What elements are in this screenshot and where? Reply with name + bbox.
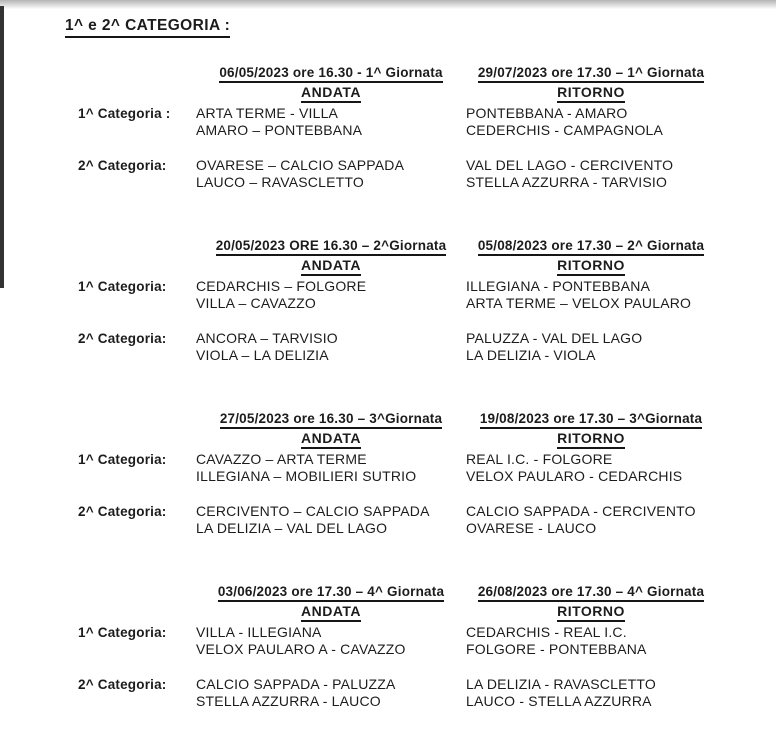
leg-label-andata: ANDATA bbox=[301, 430, 361, 449]
matchday-header-ritorno: 19/08/2023 ore 17.30 – 3^Giornata bbox=[480, 411, 702, 429]
category-1-label: 1^ Categoria: bbox=[78, 452, 167, 467]
page-title: 1^ e 2^ CATEGORIA : bbox=[65, 17, 230, 38]
category-2-label: 2^ Categoria: bbox=[78, 504, 167, 519]
match-line: REAL I.C. - FOLGORE bbox=[466, 451, 613, 467]
match-line: CERCIVENTO – CALCIO SAPPADA bbox=[196, 503, 430, 519]
matchday-header-andata: 20/05/2023 ORE 16.30 – 2^Giornata bbox=[216, 238, 447, 256]
matchday-header-andata: 27/05/2023 ore 16.30 – 3^Giornata bbox=[220, 411, 442, 429]
match-line: CAVAZZO – ARTA TERME bbox=[196, 451, 367, 467]
match-line: STELLA AZZURRA - TARVISIO bbox=[466, 174, 668, 190]
match-line: LAUCO – RAVASCLETTO bbox=[196, 174, 364, 190]
matchday-header-andata: 03/06/2023 ore 17.30 – 4^ Giornata bbox=[218, 584, 444, 602]
match-line: CEDARCHIS – FOLGORE bbox=[196, 278, 367, 294]
matchday-header-andata: 06/05/2023 ore 16.30 - 1^ Giornata bbox=[219, 65, 442, 83]
category-1-label: 1^ Categoria: bbox=[78, 625, 167, 640]
match-line: LA DELIZIA - RAVASCLETTO bbox=[466, 676, 656, 692]
giornata-section-3 bbox=[0, 410, 776, 537]
match-line: VELOX PAULARO A - CAVAZZO bbox=[196, 641, 406, 657]
category-1-label: 1^ Categoria: bbox=[78, 279, 167, 294]
match-line: VELOX PAULARO - CEDARCHIS bbox=[466, 468, 683, 484]
match-line: CEDERCHIS - CAMPAGNOLA bbox=[466, 122, 664, 138]
category-2-label: 2^ Categoria: bbox=[78, 677, 167, 692]
match-line: LA DELIZIA - VIOLA bbox=[466, 347, 596, 363]
match-line: CALCIO SAPPADA - CERCIVENTO bbox=[466, 503, 696, 519]
match-line: LA DELIZIA – VAL DEL LAGO bbox=[196, 520, 388, 536]
match-line: FOLGORE - PONTEBBANA bbox=[466, 641, 647, 657]
match-line: VILLA - ILLEGIANA bbox=[196, 624, 322, 640]
giornata-section-4 bbox=[0, 583, 776, 710]
giornata-section-2 bbox=[0, 237, 776, 364]
match-line: ILLEGIANA - PONTEBBANA bbox=[466, 278, 651, 294]
match-line: OVARESE - LAUCO bbox=[466, 520, 597, 536]
leg-label-andata: ANDATA bbox=[301, 84, 361, 103]
match-line: ARTA TERME - VILLA bbox=[196, 105, 339, 121]
giornata-section-1 bbox=[0, 64, 776, 191]
match-line: CALCIO SAPPADA - PALUZZA bbox=[196, 676, 396, 692]
matchday-header-ritorno: 29/07/2023 ore 17.30 – 1^ Giornata bbox=[478, 65, 704, 83]
match-line: ARTA TERME – VELOX PAULARO bbox=[466, 295, 692, 311]
leg-label-andata: ANDATA bbox=[301, 603, 361, 622]
category-2-label: 2^ Categoria: bbox=[78, 158, 167, 173]
category-2-label: 2^ Categoria: bbox=[78, 331, 167, 346]
match-line: VIOLA – LA DELIZIA bbox=[196, 347, 329, 363]
match-line: PONTEBBANA - AMARO bbox=[466, 105, 628, 121]
match-line: ILLEGIANA – MOBILIERI SUTRIO bbox=[196, 468, 417, 484]
leg-label-ritorno: RITORNO bbox=[557, 603, 625, 622]
matchday-header-ritorno: 05/08/2023 ore 17.30 – 2^ Giornata bbox=[478, 238, 704, 256]
match-line: AMARO – PONTEBBANA bbox=[196, 122, 363, 138]
match-line: VAL DEL LAGO - CERCIVENTO bbox=[466, 157, 674, 173]
match-line: VILLA – CAVAZZO bbox=[196, 295, 316, 311]
matchday-header-ritorno: 26/08/2023 ore 17.30 – 4^ Giornata bbox=[478, 584, 704, 602]
leg-label-ritorno: RITORNO bbox=[557, 84, 625, 103]
category-1-label: 1^ Categoria : bbox=[78, 106, 171, 121]
leg-label-andata: ANDATA bbox=[301, 257, 361, 276]
match-line: PALUZZA - VAL DEL LAGO bbox=[466, 330, 643, 346]
match-line: ANCORA – TARVISIO bbox=[196, 330, 338, 346]
match-line: CEDARCHIS - REAL I.C. bbox=[466, 624, 627, 640]
match-line: STELLA AZZURRA - LAUCO bbox=[196, 693, 381, 709]
leg-label-ritorno: RITORNO bbox=[557, 257, 625, 276]
match-line: LAUCO - STELLA AZZURRA bbox=[466, 693, 652, 709]
leg-label-ritorno: RITORNO bbox=[557, 430, 625, 449]
match-line: OVARESE – CALCIO SAPPADA bbox=[196, 157, 405, 173]
